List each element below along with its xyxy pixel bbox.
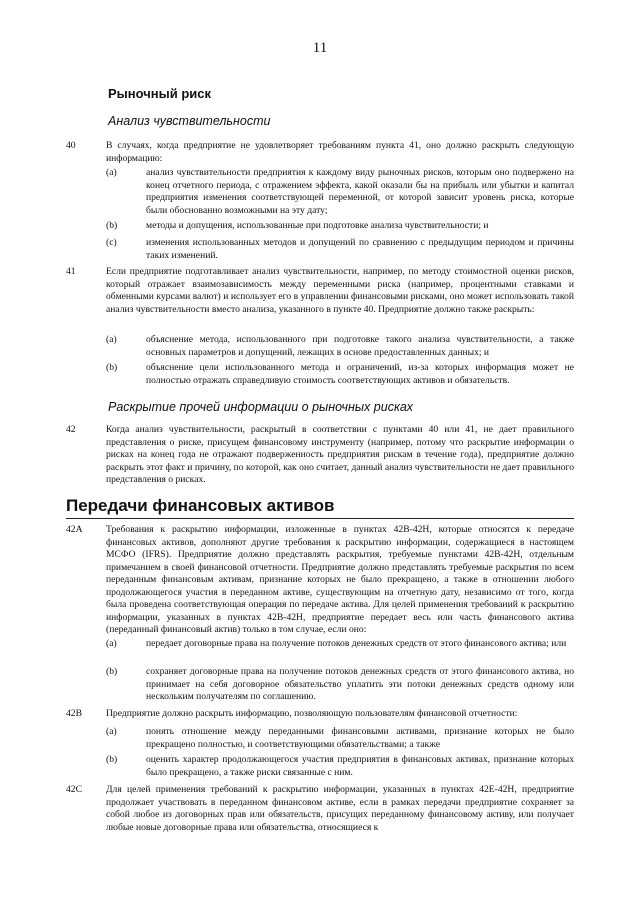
paragraph-text: Предприятие должно раскрыть информацию, позволяющую пользователям финансовой отчетности:	[106, 708, 518, 719]
paragraph-text: В случаях, когда предприятие не удовлетворяет требованиям пункта 41, оно должно раскрыть следующую информацию:	[106, 140, 574, 164]
paragraph-42	[66, 424, 574, 487]
item-label: (b)	[106, 754, 118, 765]
paragraph-number: 42C	[66, 784, 82, 795]
heading-market-risk: Рыночный риск	[108, 86, 212, 101]
item-label: (a)	[106, 638, 117, 649]
list-item	[106, 666, 574, 704]
paragraph-text: Для целей применения требований к раскрытию информации, указанных в пунктах 42E-42H, предприятие продолжает участвовать в переданном финансовом активе, если в рамках передачи предприятие сохраняет за собой любое из договорных прав или обязательств, присущих переданному финансовому активу, или получает любые новые договорные права или обязательства, относящиеся к	[106, 784, 574, 833]
item-label: (b)	[106, 666, 118, 677]
paragraph-42C	[66, 784, 574, 834]
item-text: объяснение метода, использованного при подготовке такого анализа чувствительности, а также основных параметров и допущений, лежащих в основе предоставленных данных; и	[146, 334, 574, 358]
list-item	[106, 334, 574, 359]
item-label: (a)	[106, 726, 117, 737]
item-text: оценить характер продолжающегося участия предприятия в финансовых активах, признание которых было прекращено, а также риски связанные с ним.	[146, 754, 574, 778]
paragraph-number: 42	[66, 424, 76, 435]
heading-transfers-of-financial-assets: Передачи финансовых активов	[66, 496, 335, 515]
paragraph-42A	[66, 524, 574, 637]
item-text: анализ чувствительности предприятия к каждому виду рыночных рисков, которым оно подвержено на конец отчетного периода, с отражением эффекта, какой оказали бы на прибыль или убытки и капитал предприятия изменения соответствующей переменной, от которой зависит уровень риска, которые были обоснованно возможными на эту дату;	[146, 167, 574, 216]
item-label: (a)	[106, 167, 117, 178]
page-number: 11	[312, 40, 328, 56]
list-item	[106, 220, 574, 233]
item-label: (a)	[106, 334, 117, 345]
paragraph-40	[66, 140, 574, 165]
paragraph-text: Если предприятие подготавливает анализ чувствительности, например, по методу стоимостной оценки рисков, который отражает взаимозависимость между переменными риска (например, процентными ставками и обменными курсами валют) и использует его в управлении финансовыми рисками, оно может использовать такой анализ чувствительности вместо анализа, указанного в пункте 40. Предприятие должно также раскрыть:	[106, 266, 574, 315]
item-text: передает договорные права на получение потоков денежных средств от этого финансового актива; или	[146, 638, 567, 649]
list-item	[106, 237, 574, 262]
item-text: понять отношение между переданными финансовыми активами, признание которых не было прекращено полностью, и соответствующими обязательствами; а также	[146, 726, 574, 750]
item-label: (b)	[106, 362, 118, 373]
item-text: сохраняет договорные права на получение потоков денежных средств от этого финансового актива, но принимает на себя договорное обязательство уплатить эти потоки денежных средств одному или нескольким получателям по соглашению.	[146, 666, 574, 702]
list-item	[106, 754, 574, 779]
paragraph-text: Требования к раскрытию информации, изложенные в пунктах 42B-42H, которые относятся к передаче финансовых активов, дополняют другие требования к раскрытию информации, содержащиеся в настоящем МСФО (IFRS). Предприятие должно представлять раскрытия, требуемые пунктами 42B-42H, отдельным примечанием в своей финансовой отчетности. Предприятие должно представлять требуемые раскрытия по всем переданным финансовым активам, признание которых не было прекращено, а также в отношении любого продолжающегося участия в переданном активе, существующим на отчетную дату, независимо от того, когда была проведена соответствующая операция по передаче актива. Для целей применения требований к раскрытию информации, указанных в пунктах 42B-42H, предприятие передает весь или часть финансового актива (переданный финансовый актив) только в том случае, если оно:	[106, 524, 574, 635]
item-label: (c)	[106, 237, 117, 248]
item-text: изменения использованных методов и допущений по сравнению с предыдущим периодом и причины таких изменений.	[146, 237, 574, 261]
item-label: (b)	[106, 220, 118, 231]
paragraph-41	[66, 266, 574, 316]
item-text: объяснение цели использованного метода и ограничений, из-за которых информация может не полностью отражать справедливую стоимость соответствующих активов и обязательств.	[146, 362, 574, 386]
list-item	[106, 638, 574, 651]
list-item	[106, 726, 574, 751]
list-item	[106, 167, 574, 217]
paragraph-number: 41	[66, 266, 76, 277]
item-text: методы и допущения, использованные при подготовке анализа чувствительности; и	[146, 220, 489, 231]
heading-sensitivity-analysis: Анализ чувствительности	[108, 114, 271, 128]
section-divider	[66, 518, 574, 519]
heading-other-market-risk-disclosures: Раскрытие прочей информации о рыночных рисках	[108, 400, 414, 414]
paragraph-42B	[66, 708, 574, 721]
paragraph-number: 42A	[66, 524, 83, 535]
list-item	[106, 362, 574, 387]
paragraph-number: 42B	[66, 708, 82, 719]
paragraph-text: Когда анализ чувствительности, раскрытый в соответствии с пунктами 40 или 41, не дает правильного представления о риске, присущем финансовому инструменту (например, потому что раскрытие информации о рисках на конец года не отражают подверженность предприятия рискам в течение года), предприятие должно раскрыть этот факт и причину, по которой, как оно считает, данный анализ чувствительности не дает правильного представления о рисках.	[106, 424, 574, 485]
paragraph-number: 40	[66, 140, 76, 151]
